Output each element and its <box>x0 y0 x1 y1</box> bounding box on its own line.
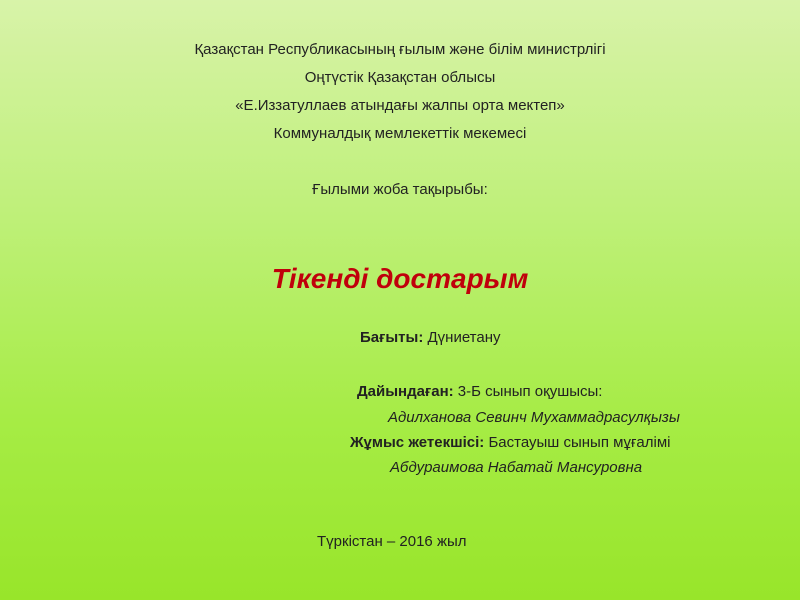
project-topic-label: Ғылыми жоба тақырыбы: <box>312 181 488 198</box>
supervisor-label: Жұмыс жетекшісі: <box>350 434 485 451</box>
project-title: Тікенді достарым <box>271 263 529 294</box>
supervisor-value: Бастауыш сынып мұғалімі <box>484 434 671 451</box>
supervisor-line <box>350 434 671 452</box>
supervisor-name: Абдураимова Набатай Мансуровна <box>390 459 643 476</box>
direction-label: Бағыты: <box>360 329 424 346</box>
school-line: «Е.Иззатуллаев атындағы жалпы орта мектеп» <box>235 97 565 114</box>
direction-line <box>360 329 501 347</box>
ministry-line: Қазақстан Республикасының ғылым және білім министрлігі <box>194 41 606 58</box>
region-line: Оңтүстік Қазақстан облысы <box>304 69 496 86</box>
prepared-by-value: 3-Б сынып оқушысы: <box>453 383 603 400</box>
prepared-by-line <box>357 383 602 401</box>
student-name: Адилханова Севинч Мухаммадрасулқызы <box>388 409 680 426</box>
institution-type-line: Коммуналдық мемлекеттік мекемесі <box>273 125 527 142</box>
prepared-by-label: Дайындаған: <box>357 383 454 400</box>
direction-value: Дүниетану <box>423 329 501 346</box>
place-year: Түркістан – 2016 жыл <box>317 533 467 550</box>
